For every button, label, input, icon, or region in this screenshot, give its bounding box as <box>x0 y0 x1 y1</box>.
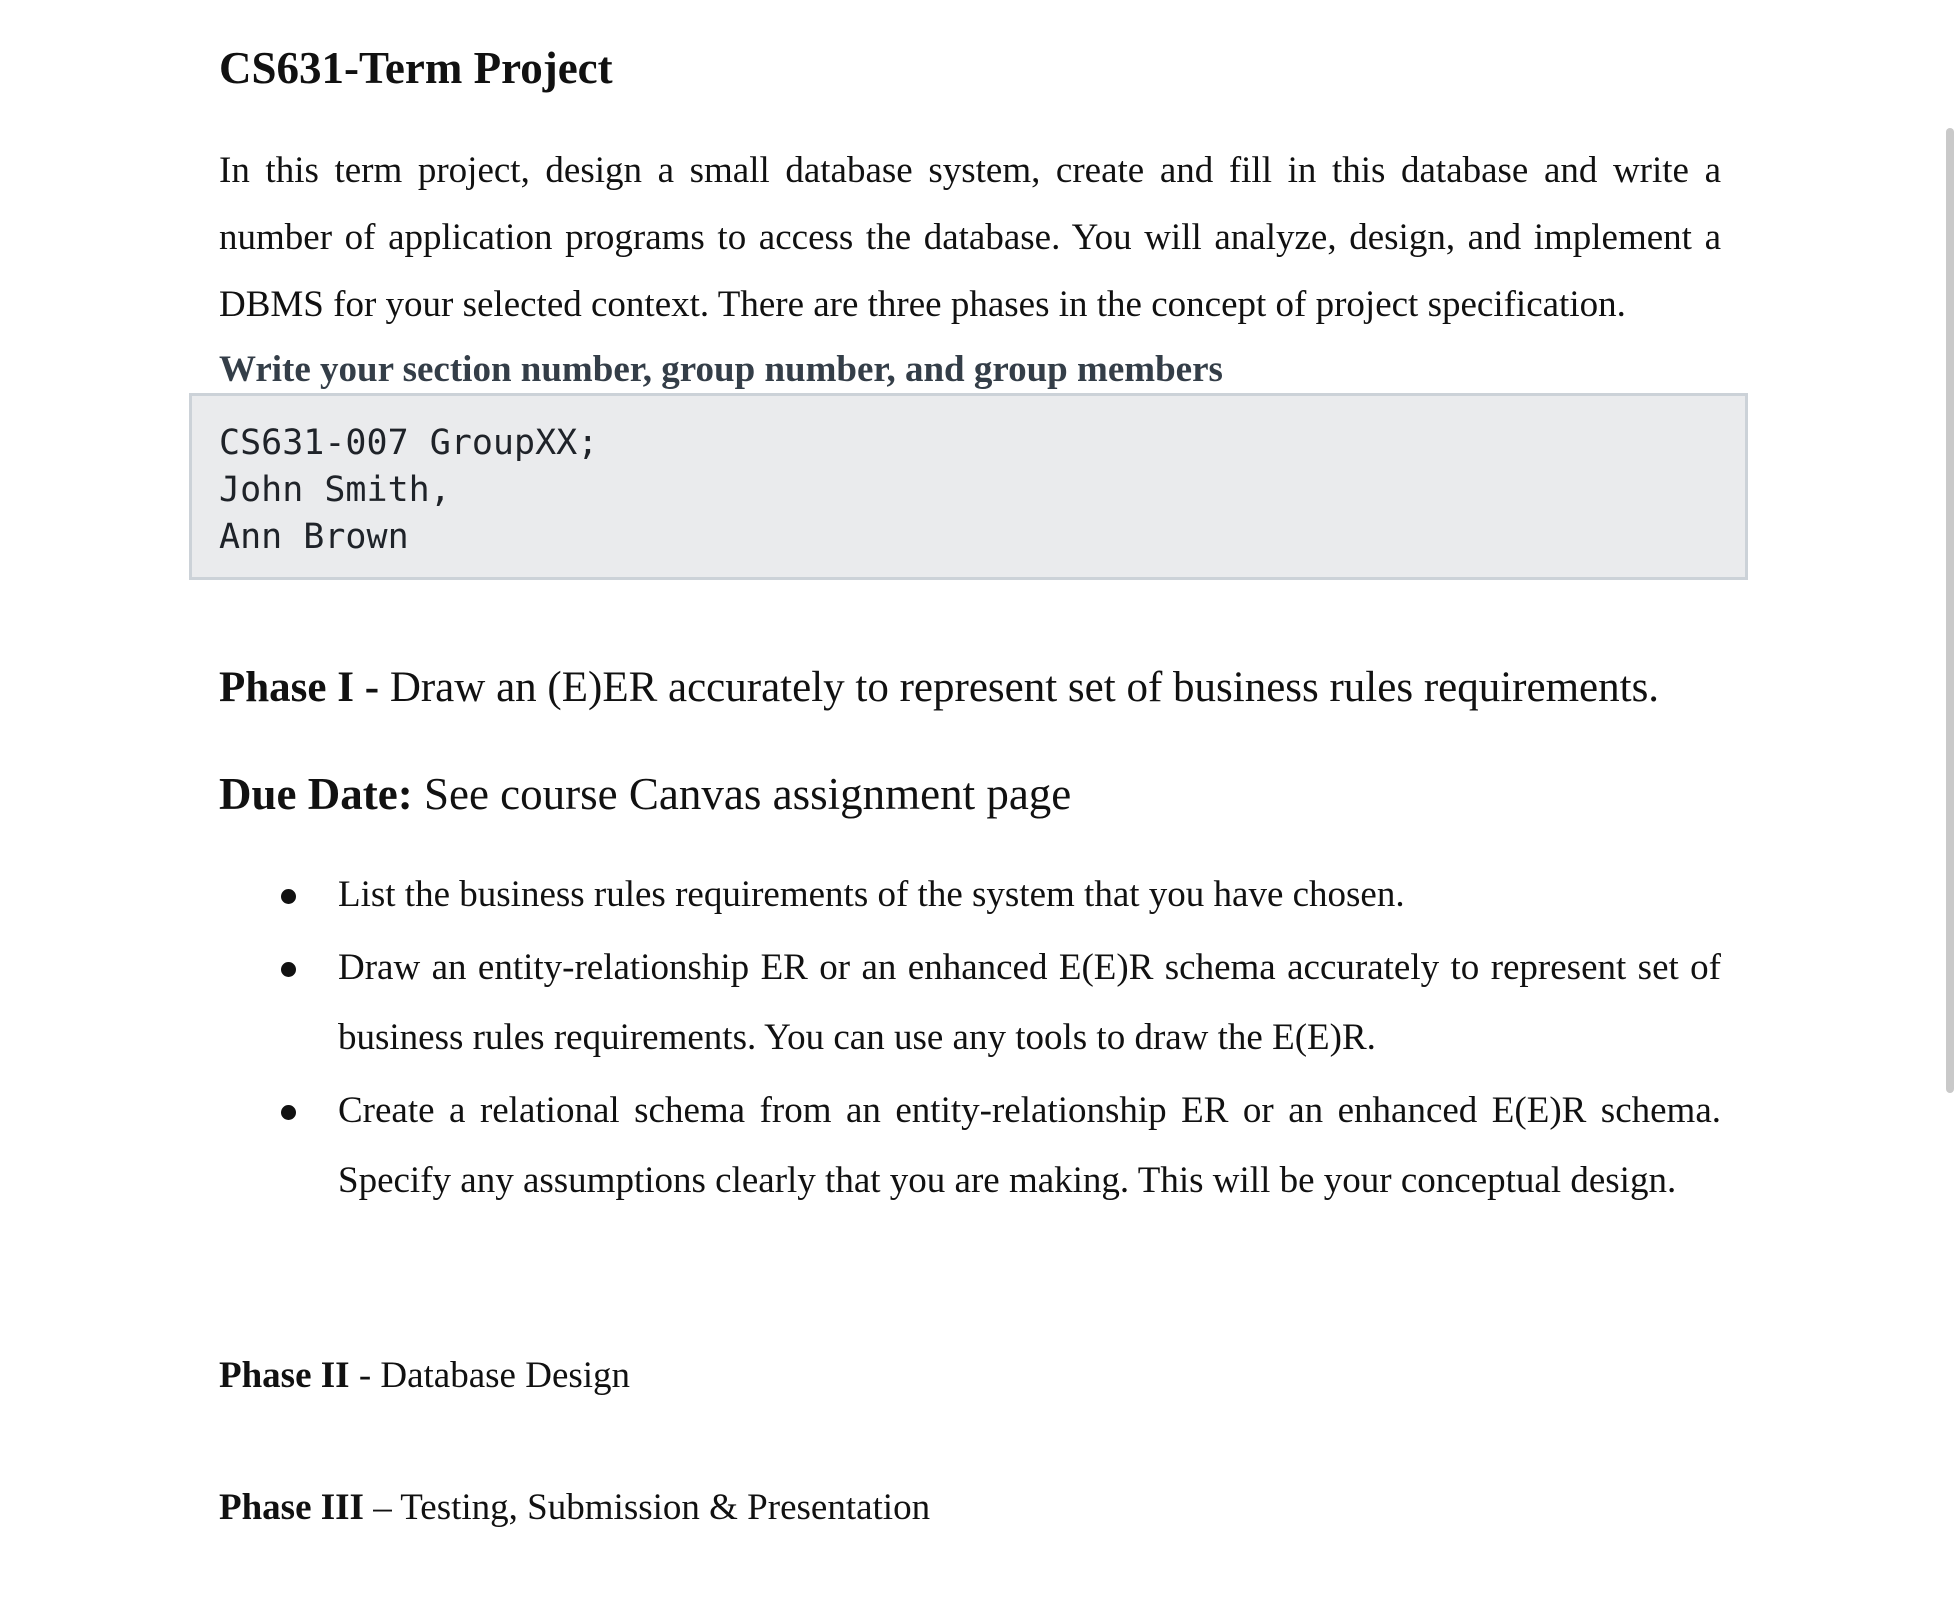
list-item-text: Create a relational schema from an entity-relationship ER or an enhanced E(E)R schema. Specify any assumptions clearly that you are making. This will be your conceptual design. <box>338 1090 1721 1201</box>
phase-1-task-list <box>219 860 1721 1219</box>
phase-1-lead: Phase I - <box>219 664 380 711</box>
phase-3-heading <box>219 1480 930 1536</box>
list-item-text: Draw an entity-relationship ER or an enhanced E(E)R schema accurately to represent set of business rules requirements. You can use any tools to draw the E(E)R. <box>338 947 1721 1058</box>
vertical-scrollbar[interactable] <box>1946 128 1954 1093</box>
phase-1-text: Draw an (E)ER accurately to represent set of business rules requirements. <box>379 664 1660 711</box>
due-date-text: See course Canvas assignment page <box>412 769 1072 819</box>
code-line-member-2: Ann Brown <box>219 517 409 557</box>
group-info-label: Write your section number, group number, and group members <box>219 349 1223 390</box>
phase-3-text: – Testing, Submission & Presentation <box>363 1487 931 1528</box>
list-item-text: List the business rules requirements of the system that you have chosen. <box>338 874 1405 915</box>
list-item <box>219 1076 1721 1216</box>
group-info-code-block <box>189 393 1748 580</box>
intro-paragraph: In this term project, design a small database system, create and fill in this database and write a number of application programs to access the database. You will analyze, design, and implement a DBMS for your selected context. There are three phases in the concept of project specification. <box>219 150 1721 325</box>
due-date-lead: Due Date: <box>219 769 413 819</box>
list-item <box>219 860 1721 930</box>
bullet-icon <box>281 889 296 904</box>
phase-3-lead: Phase III <box>219 1487 364 1528</box>
bullet-icon <box>281 1105 296 1120</box>
bullet-icon <box>281 962 296 977</box>
phase-2-lead: Phase II <box>219 1355 350 1396</box>
document-title: CS631-Term Project <box>219 43 613 93</box>
phase-2-heading <box>219 1348 630 1404</box>
code-line-member-1: John Smith, <box>219 470 451 510</box>
phase-1-heading <box>219 658 1659 718</box>
due-date-heading <box>219 764 1071 824</box>
list-item <box>219 933 1721 1073</box>
phase-2-text: - Database Design <box>349 1355 631 1396</box>
code-line-section-group: CS631-007 GroupXX; <box>219 423 599 463</box>
